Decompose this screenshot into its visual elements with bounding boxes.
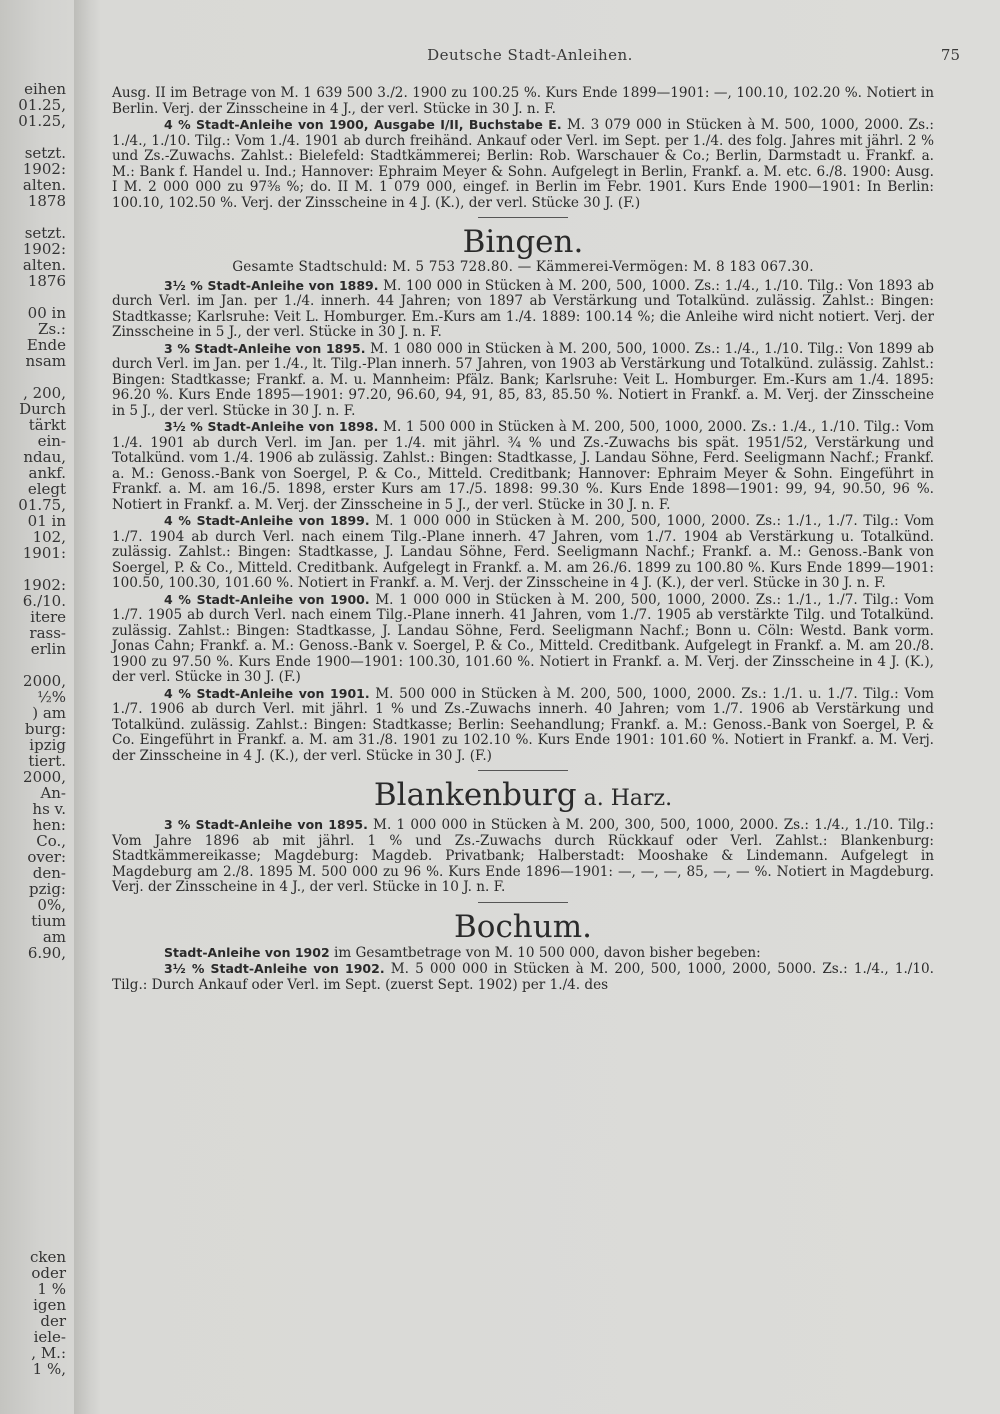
book-gutter — [74, 0, 100, 1414]
previous-column-fragment: hs v. — [32, 800, 66, 818]
previous-column-fragment: 00 in — [27, 304, 66, 322]
previous-column-fragment: An- — [40, 784, 66, 802]
loan-entry — [112, 513, 934, 592]
section-divider — [478, 902, 568, 903]
previous-column-fragment: 2000, — [23, 768, 66, 786]
loan-entry — [112, 686, 934, 765]
previous-column-fragment: 01.25, — [18, 112, 66, 130]
loan-title: 4 % Stadt-Anleihe von 1899. — [164, 513, 370, 528]
loan-details: M. 1 000 000 in Stücken à M. 200, 500, 1000, 2000. Zs.: 1./1., 1./7. Tilg.: Vom 1./7. 1905 ab durch Verl. nach einem Tilg.-Plane innerh. 41 Jahren, vom 1./7. 1905 ab verstärkte Tilg. und Totalkünd. zulässig. Zahlst.: Bingen: Stadtkasse, J. Landau Söhne, Ferd. Seeligmann Nachf.; Bonn u. Cöln: Westd. Bank vorm. Jonas Cahn; Frankf. a. M.: Genoss.-Bank v. Soergel, P. & Co., Mitteld. Creditbank. Aufgelegt in Frankf. a. M. am 20./8. 1900 zu 97.50 %. Kurs Ende 1900—1901: 100.30, 101.60 %. Notiert in Frankf. a. M. Verj. der Zinsscheine in 4 J. (K.), der verl. Stücke in 30 J. (F.) — [112, 591, 934, 685]
loan-entry — [112, 817, 934, 896]
previous-column-fragment: tärkt — [28, 416, 66, 434]
previous-column-fragment: Ende — [26, 336, 66, 354]
previous-column-fragment: 0%, — [37, 896, 66, 914]
loan-entry — [112, 117, 934, 211]
previous-column-fragment: 1878 — [27, 192, 66, 210]
loan-title: 3½ % Stadt-Anleihe von 1889. — [164, 277, 379, 293]
previous-column-fragment: 1902: — [22, 576, 66, 594]
previous-column-fragment: alten. — [22, 256, 66, 274]
running-header — [100, 46, 960, 70]
loan-details: M. 500 000 in Stücken à M. 200, 500, 1000, 2000. Zs.: 1./1. u. 1./7. Tilg.: Vom 1./7. 1906 ab durch Verl. mit jährl. 1 % und Zs.-Zuwachs innerh. 40 Jahren; vom 1./7. 1906 ab Verstärkung und Totalkünd. zulässig. Zahlst.: Bingen: Stadtkasse; Berlin: Seehandlung; Frankf. a. M.: Genoss.-Bank von Soergel, P. & Co. Eingeführt in Frankf. a. M. am 31./8. 1901 zu 102.10 %. Kurs Ende 1901: 101.60 %. Notiert in Frankf. a. M. Verj. der Zinsscheine in 4 J. (K.), der verl. Stücke in 30 J. (F.) — [112, 685, 934, 764]
previous-column-fragment: burg: — [24, 720, 66, 738]
city-debt-summary: Gesamte Stadtschuld: M. 5 753 728.80. — Kämmerei-Vermögen: M. 8 183 067.30. — [232, 259, 814, 275]
previous-column-fragment: nsam — [25, 352, 66, 370]
loan-title: 4 % Stadt-Anleihe von 1901. — [164, 685, 370, 701]
previous-column-fragment: Zs.: — [38, 320, 66, 338]
section-divider — [478, 770, 568, 771]
loan-title: Stadt-Anleihe von 1902 — [164, 944, 330, 960]
loan-entry — [112, 86, 934, 117]
previous-column-fragment: cken — [29, 1248, 66, 1266]
previous-column-fragment: tium — [31, 912, 66, 930]
previous-column-fragment: 1902: — [22, 240, 66, 258]
section-divider — [478, 217, 568, 218]
previous-column-fragment: ipzig — [29, 736, 66, 754]
loan-details: M. 1 000 000 in Stücken à M. 200, 300, 500, 1000, 2000. Zs.: 1./4., 1./10. Tilg.: Vom Jahre 1896 ab mit jährl. 1 % und Zs.-Zuwachs durch Rückkauf oder Verl. Zahlst.: Blankenburg: Stadtkämmereikasse; Magdeburg: Magdeb. Privatbank; Halberstadt: Mooshake & Lindemann. Aufgelegt in Magdeburg am 2./8. 1895 M. 500 000 zu 96 %. Kurs Ende 1896—1901: —, —, —, 85, —, — %. Notiert in Magdeburg. Verj. der Zinsscheine in 4 J., der verl. Stücke in 10 J. n. F. — [112, 817, 934, 895]
previous-column-fragment: ½% — [37, 688, 66, 706]
previous-column-fragment: over: — [27, 848, 66, 866]
loan-entry — [112, 419, 934, 513]
previous-column-fragment: den- — [32, 864, 66, 882]
loan-title: 3 % Stadt-Anleihe von 1895. — [164, 817, 368, 832]
previous-column-fragment: 6.90, — [27, 944, 66, 962]
previous-page-column — [0, 80, 72, 1380]
loan-entry — [112, 278, 934, 341]
city-heading — [112, 777, 934, 817]
previous-column-fragment: oder — [31, 1264, 66, 1282]
loan-details: im Gesamtbetrage von M. 10 500 000, davon bisher begeben: — [329, 944, 761, 961]
loan-title: 3½ % Stadt-Anleihe von 1902. — [164, 961, 385, 976]
main-text-column — [112, 86, 934, 993]
previous-column-fragment: rass- — [29, 624, 66, 642]
loan-entry — [112, 592, 934, 686]
loan-title: 3 % Stadt-Anleihe von 1895. — [164, 340, 366, 356]
loan-details: Ausg. II im Betrage von M. 1 639 500 3./2. 1900 zu 100.25 %. Kurs Ende 1899—1901: —, 100.10, 102.20 %. Notiert in Berlin. Verj. der Zinsscheine in 4 J., der verl. Stücke in 30 J. n. F. — [112, 85, 934, 117]
previous-column-fragment: igen — [33, 1296, 66, 1314]
previous-column-fragment: 1901: — [22, 544, 66, 562]
city-heading — [112, 909, 934, 945]
previous-column-fragment: 2000, — [23, 672, 66, 690]
previous-column-fragment: pzig: — [29, 880, 66, 898]
previous-column-fragment: 01.25, — [18, 96, 66, 114]
previous-column-fragment: Co., — [36, 832, 66, 850]
page-number: 75 — [940, 46, 960, 64]
city-name: Bochum. — [454, 908, 592, 945]
city-name: Blankenburg — [373, 777, 577, 813]
previous-column-fragment: setzt. — [24, 224, 66, 242]
previous-column-fragment: ndau, — [23, 448, 66, 466]
previous-column-fragment: alten. — [22, 176, 66, 194]
previous-column-fragment: erlin — [30, 640, 66, 658]
previous-column-fragment: ein- — [37, 432, 66, 450]
city-suffix: a. Harz. — [576, 786, 673, 811]
previous-column-fragment: 102, — [32, 528, 66, 546]
city-name: Bingen. — [462, 224, 584, 260]
loan-details: M. 1 000 000 in Stücken à M. 200, 500, 1000, 2000. Zs.: 1./1., 1./7. Tilg.: Vom 1./7. 1904 ab durch Verl. nach einem Tilg.-Plane innerh. 47 Jahren, vom 1./7. 1904 ab Verstärkung u. Totalkünd. zulässig. Zahlst.: Bingen: Stadtkasse, J. Landau Söhne, Ferd. Seeligmann Nachf.; Frankf. a. M.: Genoss.-Bank von Soergel, P. & Co., Mitteld. Creditbank. Aufgelegt in Frankf. a. M. am 26./6. 1899 zu 100.80 %. Kurs Ende 1899—1901: 100.50, 100.30, 101.60 %. Notiert in Frankf. a. M. Verj. der Zinsscheine in 4 J. (K.), der verl. Stücke in 30 J. n. F. — [112, 513, 934, 591]
loan-details: M. 3 079 000 in Stücken à M. 500, 1000, 2000. Zs.: 1./4., 1./10. Tilg.: Vom 1./4. 1901 ab durch freihänd. Ankauf oder Verl. im Sept. per 1./4. des folg. Jahres mit jährl. 2 % und Zs.-Zuwachs. Zahlst.: Bielefeld: Stadtkämmerei; Berlin: Rob. Warschauer & Co.; Berlin, Darmstadt u. Frankf. a. M.: Bank f. Handel u. Ind.; Hannover: Ephraim Meyer & Sohn. Aufgelegt in Berlin, Frankf. a. M. etc. 6./8. 1900: Ausg. I M. 2 000 000 zu 97⅜ %; do. II M. 1 079 000, eingef. in Berlin im Febr. 1901. Kurs Ende 1900—1901: In Berlin: 100.10, 102.50 %. Verj. der Zinsscheine in 4 J. (K.), der verl. Stücke 30 J. (F.) — [112, 117, 934, 211]
previous-column-fragment: am — [42, 928, 66, 946]
loan-title: 4 % Stadt-Anleihe von 1900, Ausgabe I/II, Buchstabe E. — [164, 117, 562, 132]
previous-column-fragment: elegt — [27, 480, 66, 498]
previous-column-fragment: 01 in — [27, 512, 66, 530]
loan-entry — [112, 945, 934, 962]
loan-details: M. 5 000 000 in Stücken à M. 200, 500, 1000, 2000, 5000. Zs.: 1./4., 1./10. Tilg.: Durch Ankauf oder Verl. im Sept. (zuerst Sept. 1902) per 1./4. des — [112, 961, 934, 993]
loan-details: M. 1 500 000 in Stücken à M. 200, 500, 1000, 2000. Zs.: 1./4., 1./10. Tilg.: Vom 1./4. 1901 ab durch Verl. im Jan. per 1./4. mit jährl. ¾ % und Zs.-Zuwachs bis spät. 1951/52, Verstärkung und Totalkünd. vom 1./4. 1906 ab zulässig. Zahlst.: Bingen: Stadtkasse, J. Landau Söhne, Ferd. Seeligmann Nachf.; Frankf. a. M.: Genoss.-Bank von Soergel, P. & Co., Mitteld. Creditbank; Hannover: Ephraim Meyer & Sohn. Eingeführt in Frankf. a. M. am 16./5. 1898, erster Kurs am 17./5. 1898: 99.30 %. Kurs Ende 1898—1901: 99, 94, 90.50, 96 %. Notiert in Frankf. a. M. Verj. der Zinsscheine in 5 J., der verl. Stücke in 30 J. n. F. — [112, 419, 934, 513]
loan-details: M. 100 000 in Stücken à M. 200, 500, 1000. Zs.: 1./4., 1./10. Tilg.: Von 1893 ab durch Verl. im Jan. per 1./4. innerh. 44 Jahren; von 1897 ab Verstärkung und Totalkünd. zulässig. Zahlst.: Bingen: Stadtkasse; Karlsruhe: Veit L. Homburger. Em.-Kurs am 1./4. 1889: 100.14 %; die Anleihe wird nicht notiert. Verj. der Zinsscheine in 5 J., der verl. Stücke in 30 J. n. F. — [112, 277, 934, 340]
previous-column-fragment: tiert. — [28, 752, 66, 770]
running-title: Deutsche Stadt-Anleihen. — [427, 46, 633, 64]
loan-entry — [112, 341, 934, 420]
previous-column-fragment: 1876 — [27, 272, 66, 290]
previous-column-fragment: Durch — [19, 400, 66, 418]
previous-column-fragment: , M.: — [31, 1344, 66, 1362]
previous-column-fragment: itere — [30, 608, 66, 626]
loan-details: M. 1 080 000 in Stücken à M. 200, 500, 1000. Zs.: 1./4., 1./10. Tilg.: Von 1899 ab durch Verl. im Jan. per 1./4., lt. Tilg.-Plan innerh. 57 Jahren, von 1903 ab Verstärkung und Totalkünd. zulässig. Zahlst.: Bingen: Stadtkasse; Frankf. a. M. u. Mannheim: Pfälz. Bank; Karlsruhe: Veit L. Homburger. Em.-Kurs am 1./4. 1895: 96.20 %. Kurs Ende 1895—1901: 97.20, 96.60, 94, 91, 85, 83, 85.50 %. Notiert in Frankf. a. M. Verj. der Zinsscheine in 5 J., der verl. Stücke in 30 J. n. F. — [112, 340, 934, 419]
previous-column-fragment: hen: — [32, 816, 66, 834]
previous-column-fragment: eihen — [24, 80, 66, 98]
loan-entry — [112, 961, 934, 993]
previous-column-fragment: ) am — [32, 704, 66, 722]
previous-column-fragment: 1902: — [22, 160, 66, 178]
previous-column-fragment: 1 %, — [32, 1360, 66, 1378]
previous-column-fragment: ankf. — [28, 464, 66, 482]
previous-column-fragment: iele- — [33, 1328, 66, 1346]
previous-column-fragment: 6./10. — [22, 592, 66, 610]
previous-column-fragment: , 200, — [23, 384, 66, 402]
previous-column-fragment: der — [40, 1312, 66, 1330]
previous-column-fragment: 1 % — [37, 1280, 66, 1298]
loan-title: 3½ % Stadt-Anleihe von 1898. — [164, 419, 379, 434]
previous-column-fragment: 01.75, — [18, 496, 66, 514]
city-heading — [112, 224, 934, 260]
loan-title: 4 % Stadt-Anleihe von 1900. — [164, 591, 370, 607]
previous-column-fragment: setzt. — [24, 144, 66, 162]
